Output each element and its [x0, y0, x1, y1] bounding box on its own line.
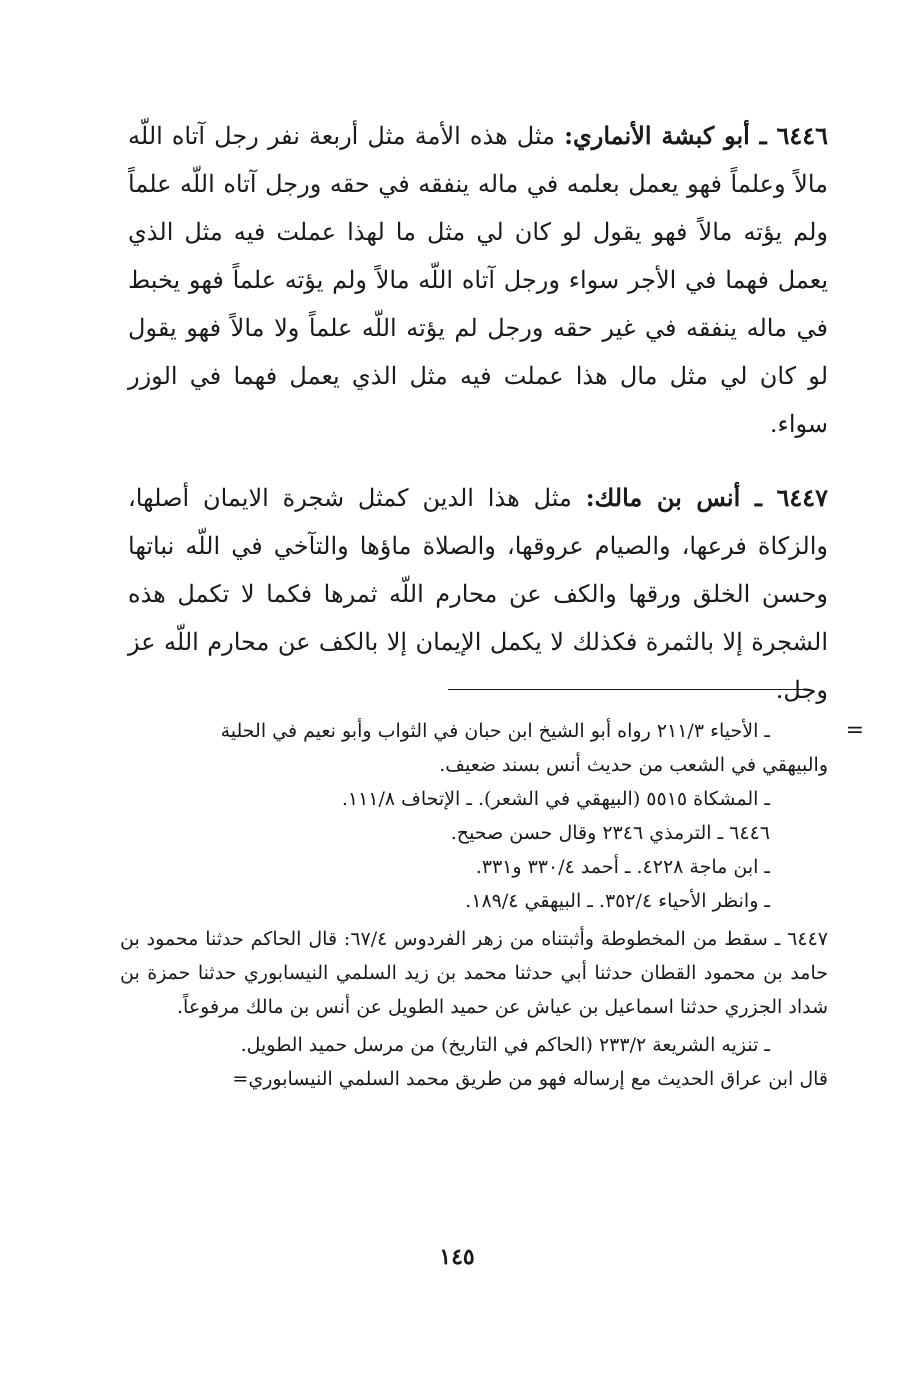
main-text: [128, 112, 828, 714]
footnote-block-3: [120, 1028, 828, 1096]
hadith-narrator-6447: ٦٤٤٧ ـ أنس بن مالك:: [585, 483, 828, 512]
footnote-separator: [448, 689, 806, 690]
footnote-line: ـ الأحياء ٢١١/٣ رواه أبو الشيخ ابن حبان في الثواب وأبو نعيم في الحلية: [220, 720, 770, 742]
hadith-entry-6446: [128, 112, 828, 448]
footnote-block-1: [120, 714, 864, 918]
footnote-line: قال ابن عراق الحديث مع إرساله فهو من طريق محمد السلمي النيسابوري=: [232, 1068, 828, 1090]
footnote-line: ـ تنزيه الشريعة ٢٣٣/٢ (الحاكم في التاريخ) من مرسل حميد الطويل.: [240, 1034, 770, 1056]
footnote-block-2: [120, 922, 828, 1024]
hadith-narrator-6446: ٦٤٤٦ ـ أبو كبشة الأنماري:: [564, 121, 828, 150]
footnote-paragraph: ٦٤٤٧ ـ سقط من المخطوطة وأثبتناه من زهر الفردوس ٦٧/٤: قال الحاكم حدثنا محمود بن حامد بن محمود القطان حدثنا أبي حدثنا محمد بن زيد السلمي النيسابوري حدثنا حمزة بن شداد الجزري حدثنا اسماعيل بن عياش عن حميد الطويل عن أنس بن مالك مرفوعاً.: [120, 928, 828, 1018]
footnote-line: ـ المشكاة ٥٥١٥ (البيهقي في الشعر). ـ الإتحاف ١١١/٨.: [341, 788, 770, 810]
continuation-mark: =: [845, 718, 864, 743]
hadith-entry-6447: [128, 474, 828, 714]
footnote-line: ـ ابن ماجة ٤٢٢٨. ـ أحمد ٣٣٠/٤ و٣٣١.: [475, 856, 770, 878]
footnotes: [120, 710, 864, 1096]
hadith-text-6446: مثل هذه الأمة مثل أربعة نفر رجل آتاه اللّه مالاً وعلماً فهو يعمل بعلمه في ماله ينفقه في حقه ورجل آتاه اللّه علماً ولم يؤته مالاً فهو يقول لو كان لي مثل ما لهذا عملت فيه مثل الذي يعمل فهما في الأجر سواء ورجل آتاه اللّه مالاً ولم يؤته علماً فهو يخبط في ماله ينفقه في غير حقه ورجل لم يؤته اللّه علماً ولا مالاً فهو يقول لو كان لي مثل مال هذا عملت فيه مثل الذي يعمل فهما في الوزر سواء.: [128, 122, 829, 438]
footnote-line: والبيهقي في الشعب من حديث أنس بسند ضعيف.: [439, 754, 828, 776]
page-number: ١٤٥: [439, 1244, 475, 1270]
footnote-line: ٦٤٤٦ ـ الترمذي ٢٣٤٦ وقال حسن صحيح.: [450, 822, 770, 844]
footnote-line: ـ وانظر الأحياء ٣٥٢/٤. ـ البيهقي ١٨٩/٤.: [465, 890, 770, 912]
hadith-text-6447: مثل هذا الدين كمثل شجرة الايمان أصلها، والزكاة فرعها، والصيام عروقها، والصلاة ماؤها والتآخي في اللّه نباتها وحسن الخلق ورقها والكف عن محارم اللّه ثمرها فكما لا تكمل هذه الشجرة إلا بالثمرة فكذلك لا يكمل الإيمان إلا بالكف عن محارم اللّه عز وجل.: [128, 484, 828, 704]
